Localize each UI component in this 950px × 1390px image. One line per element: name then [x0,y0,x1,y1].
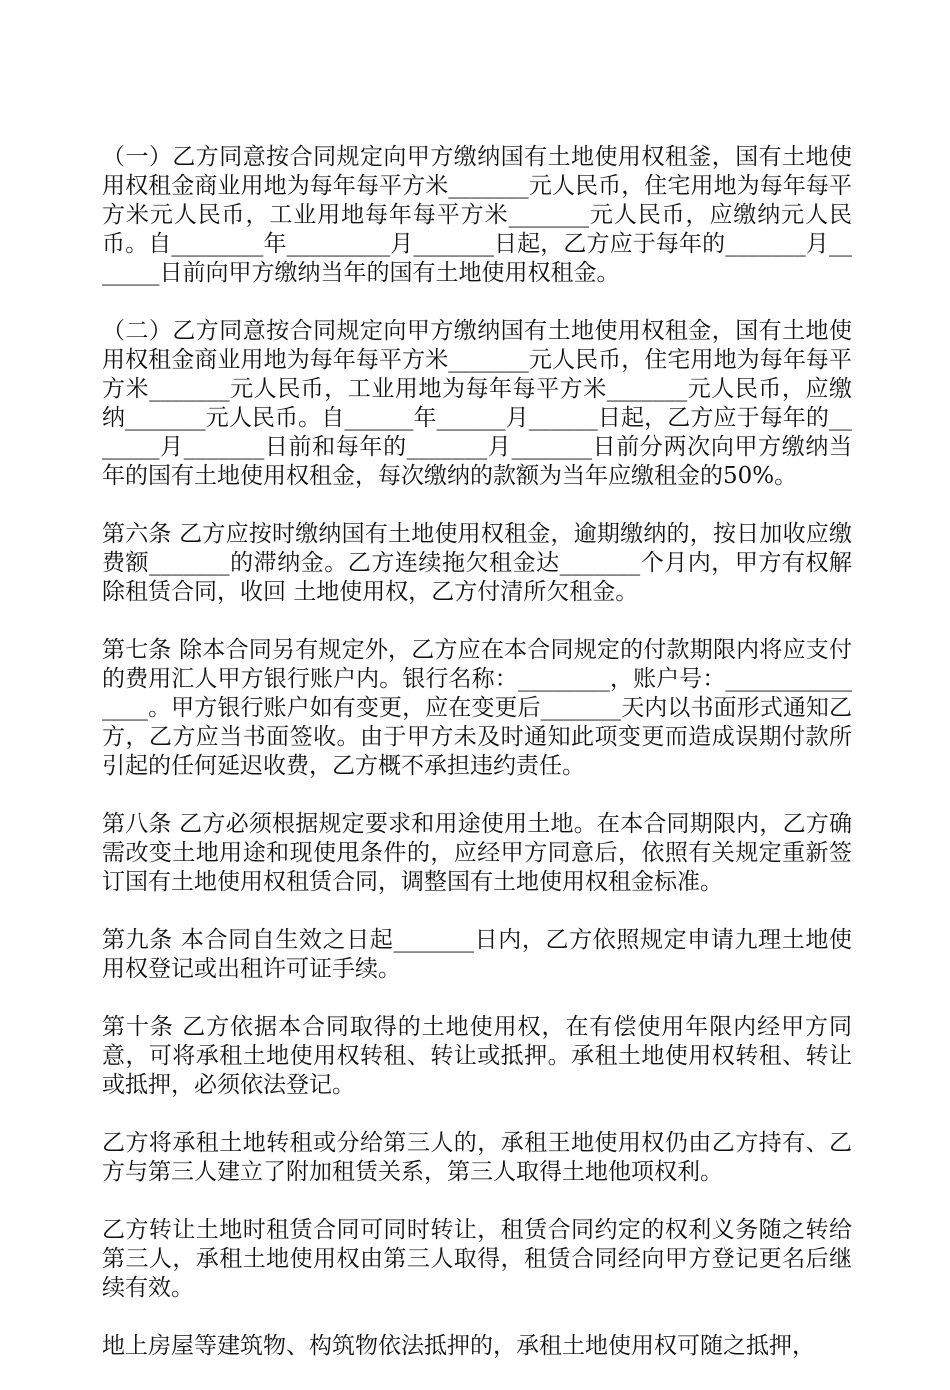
paragraph-transfer: 乙方转让土地时租赁合同可同时转让，租赁合同约定的权利义务随之转给第三人，承租土地使用权由第三人取得，租赁合同经向甲方登记更名后继续有效。 [102,1217,852,1301]
paragraph-article-8: 第八条 乙方必须根据规定要求和用途使用土地。在本合同期限内，乙方确需改变土地用途和现使甩条件的，应经甲方同意后，依照有关规定重新签订国有土地使用权租赁合同，调整国有土地使用权租金标准。 [102,811,852,895]
paragraph-mortgage: 地上房屋等建筑物、构筑物依法抵押的，承租土地使用权可随之抵押， [102,1333,815,1359]
paragraph-rent-option-2: （二）乙方同意按合同规定向甲方缴纳国有土地使用权租金，国有土地使用权租金商业用地为每年每平方米_______元人民币，住宅用地为每年每平方米_______元人民币，工业用地为每年每平方米_______元人民币，应缴纳_______元人民币。自______年______月______日起，乙方应于每年的_______月_______日前和每年的_______月_______日前分两次向甲方缴纳当年的国有土地使用权租金，每次缴纳的款额为当年应缴租金的50%。 [102,318,852,489]
paragraph-article-6: 第六条 乙方应按时缴纳国有土地使用权租金，逾期缴纳的，按日加收应缴费额_______的滞纳金。乙方连续拖欠租金达_______个月内，甲方有权解除租赁合同，收回 土地使用权，乙方付清所欠租金。 [102,521,852,605]
paragraph-article-9: 第九条 本合同自生效之日起_______日内，乙方依照规定申请九理土地使用权登记或出租许可证手续。 [102,927,852,982]
paragraph-rent-option-1: （一）乙方同意按合同规定向甲方缴纳国有土地使用权租釜，国有土地使用权租金商业用地为每年每平方米_______元人民币，住宅用地为每年每平方米元人民币，工业用地每年每平方米_______元人民币，应缴纳元人民币。自________年_________月_______日起，乙方应于每年的_______月_______日前向甲方缴纳当年的国有土地使用权租金。 [102,144,852,286]
document-page [102,143,852,1390]
paragraph-article-10: 第十条 乙方依据本合同取得的土地使用权，在有偿使用年限内经甲方同意，可将承租土地使用权转租、转让或抵押。承租土地使用权转租、转让或抵押，必须依法登记。 [102,1014,852,1098]
paragraph-article-7: 第七条 除本合同另有规定外，乙方应在本合同规定的付款期限内将应支付的费用汇人甲方银行账户内。银行名称：________，账户号：_______________。甲方银行账户如有变更，应在变更后_______天内以书面形式通知乙方，乙方应当书面签收。由于甲方未及时通知此项变更而造成误期付款所引起的任何延迟收费，乙方概不承担违约责任。 [102,637,852,779]
paragraph-sublease: 乙方将承租土地转租或分给第三人的，承租王地使用权仍由乙方持有、乙方与第三人建立了附加租赁关系，第三人取得土地他项权利。 [102,1130,852,1185]
